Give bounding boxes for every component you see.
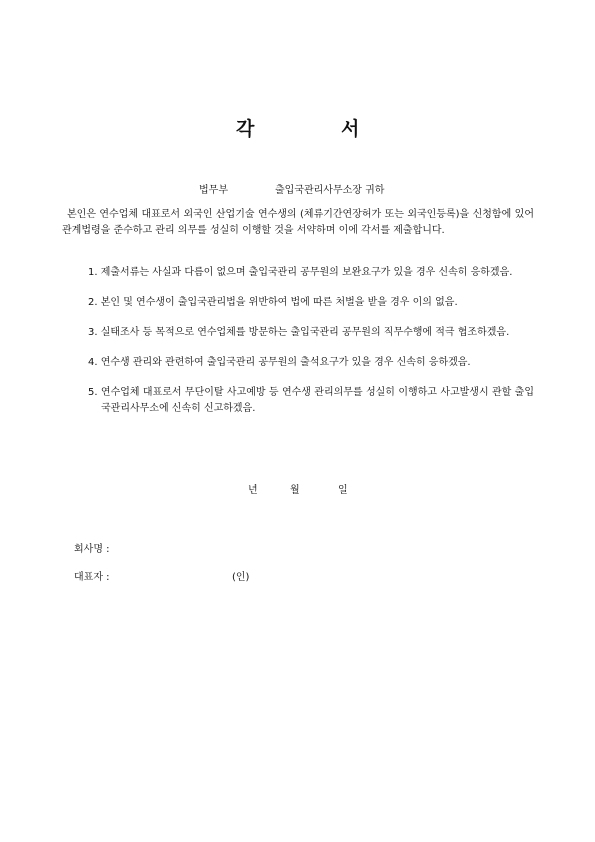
- date-year: 년: [248, 485, 258, 496]
- company-name-label: 회사명 :: [74, 544, 110, 555]
- pledge-item-1: 1. 제출서류는 사실과 다름이 없으며 출입국관리 공무원의 보완요구가 있을 경우 신속히 응하겠음.: [88, 267, 513, 278]
- pledge-item-2: 2. 본인 및 연수생이 출입국관리법을 위반하여 법에 따른 처벌을 받을 경우 이의 없음.: [88, 297, 458, 308]
- pledge-item-3: 3. 실태조사 등 목적으로 연수업체를 방문하는 출입국관리 공무원의 직무수행에 적극 협조하겠음.: [88, 327, 510, 338]
- title-char-2: 서: [341, 118, 360, 140]
- representative-label: 대표자 :: [74, 572, 110, 583]
- seal-mark: (인): [232, 572, 250, 583]
- pledge-item-5: 5. 연수업체 대표로서 무단이탈 사고예방 등 연수생 관리의무를 성실히 이행하고 사고발생시 관할 출입국관리사무소에 신속히 신고하겠음.: [88, 387, 534, 414]
- date-month: 월: [290, 485, 300, 496]
- title-char-1: 각: [236, 118, 255, 140]
- addressee-ministry: 법무부: [199, 185, 228, 196]
- addressee-office: 출입국관리사무소장 귀하: [275, 185, 385, 196]
- pledge-list: [62, 265, 534, 431]
- date-day: 일: [338, 485, 348, 496]
- intro-paragraph: 본인은 연수업체 대표로서 외국인 산업기술 연수생의 (체류기간연장허가 또는 외국인등록)을 신청함에 있어 관계법령을 준수하고 관리 의무를 성실히 이행할 것을 서약하며 이에 각서를 제출합니다.: [62, 209, 534, 236]
- pledge-item-4: 4. 연수생 관리와 관련하여 출입국관리 공무원의 출석요구가 있을 경우 신속히 응하겠음.: [88, 357, 471, 368]
